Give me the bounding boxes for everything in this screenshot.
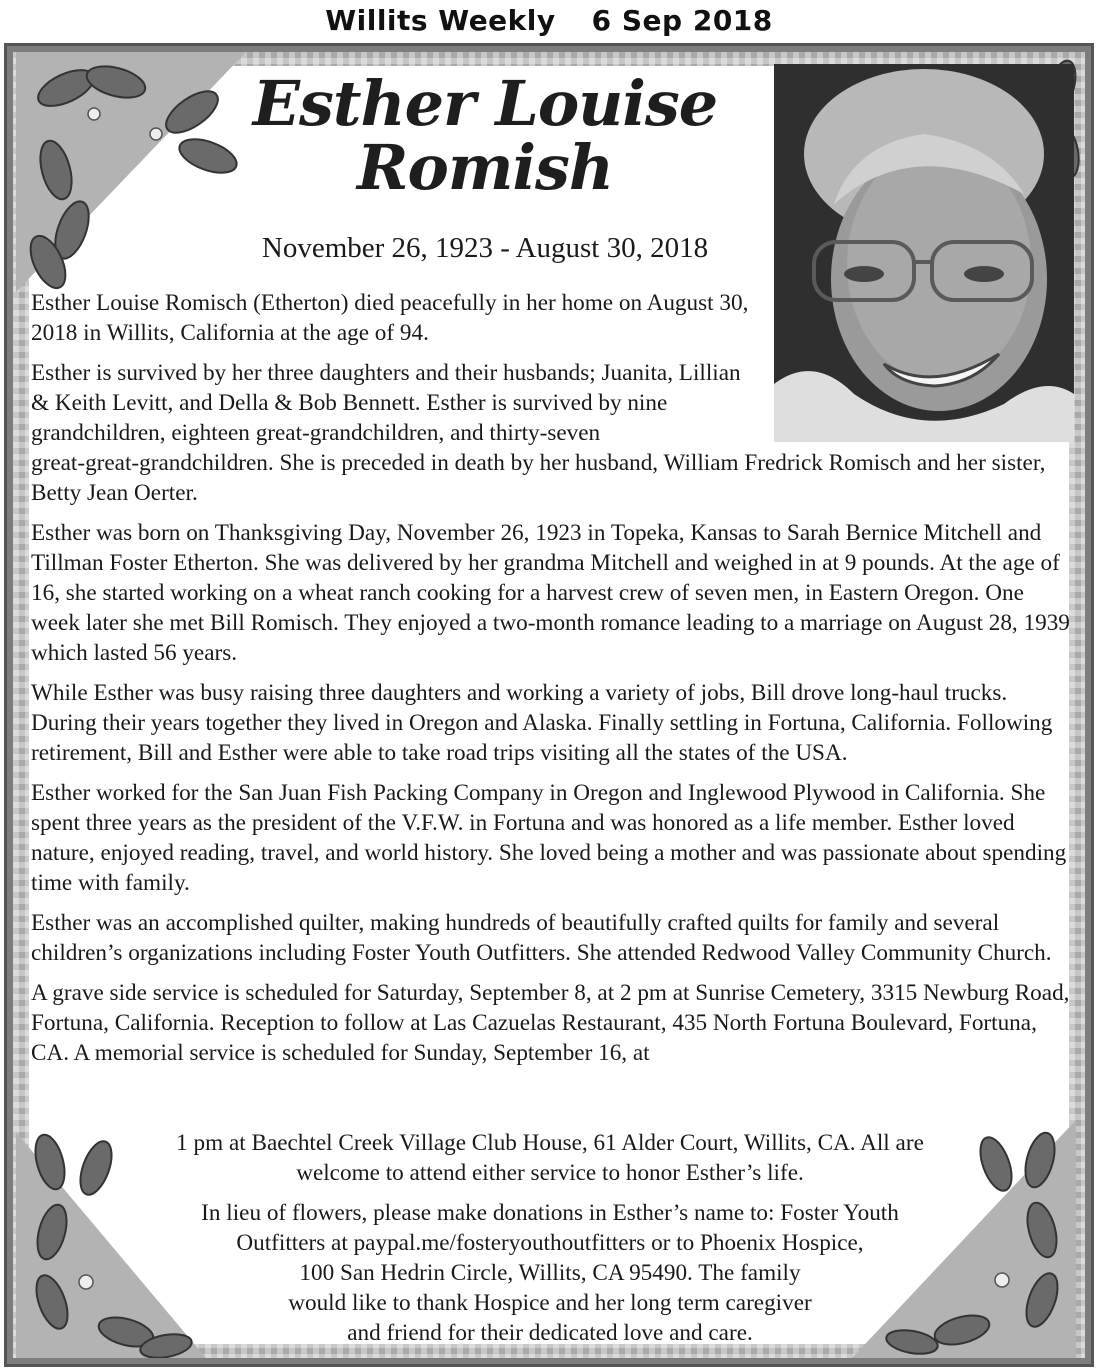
donation-line-4: would like to thank Hospice and her long term caregiver (288, 1290, 812, 1316)
paragraph-5: Esther worked for the San Juan Fish Packing Company in Oregon and Inglewood Plywood in California. She spent three years as the president of the V.F.W. in Fortuna and was honored as a life member. Esther loved nature, enjoyed reading, travel, and world history. She loved being a mother and was passionate about spending time with family. (31, 780, 1067, 896)
name-line-2: Romish (356, 131, 614, 204)
paragraph-2-top: Esther is survived by her three daughters and their husbands; Juanita, Lillian & Keith Levitt, and Della & Bob Bennett. Esther is survived by nine grandchildren, eighteen great-grandchildren, and thirty-seven (31, 360, 741, 446)
paragraph-3: Esther was born on Thanksgiving Day, November 26, 1923 in Topeka, Kansas to Sarah Bernice Mitchell and Tillman Foster Etherton. She was delivered by her grandma Mitchell and weighed in at 9 pounds. At the age of 16, she started working on a wheat ranch cooking for a harvest crew of seven men, in Eastern Oregon. One week later she met Bill Romisch. They enjoyed a two-month romance leading to a marriage on August 28, 1939 which lasted 56 years. (31, 520, 1070, 666)
donation-line-5: and friend for their dedicated love and care. (347, 1320, 753, 1346)
life-dates: November 26, 1923 - August 30, 2018 (261, 232, 709, 264)
paragraph-7-top: A grave side service is scheduled for Saturday, September 8, at 2 pm at Sunrise Cemetery, 3315 Newburg Road, Fortuna, California. Reception to follow at Las Cazuelas Restaurant, 435 North Fortuna Boulevard, Fortuna, CA. A memorial service is scheduled for Sunday, September 16, at (31, 980, 1070, 1066)
donation-line-2: Outfitters at paypal.me/fosteryouthoutfitters or to Phoenix Hospice, (236, 1230, 864, 1256)
deceased-name (230, 67, 740, 204)
service-centered-lines (120, 1128, 980, 1188)
paragraph-7-line-c: welcome to attend either service to honor Esther’s life. (296, 1160, 804, 1186)
issue-date: 6 Sep 2018 (591, 4, 773, 37)
paragraph-1: Esther Louise Romisch (Etherton) died peacefully in her home on August 30, 2018 in Willits, California at the age of 94. (31, 290, 749, 346)
paragraph-7-line-b: 1 pm at Baechtel Creek Village Club House, 61 Alder Court, Willits, CA. All are (176, 1130, 924, 1156)
obituary-body (31, 288, 1073, 1068)
name-line-1: Esther Louise (252, 67, 718, 140)
donation-note (120, 1198, 980, 1348)
paragraph-2-bottom: great-great-grandchildren. She is preceded in death by her husband, William Fredrick Romisch and her sister, Betty Jean Oerter. (31, 450, 1046, 506)
masthead (0, 0, 1098, 42)
paragraph-6: Esther was an accomplished quilter, making hundreds of beautifully crafted quilts for family and several children’s organizations including Foster Youth Outfitters. She attended Redwood Valley Community Church. (31, 910, 1052, 966)
donation-line-3: 100 San Hedrin Circle, Willits, CA 95490. The family (299, 1260, 801, 1286)
paper-name: Willits Weekly (325, 4, 556, 37)
donation-line-1: In lieu of flowers, please make donations in Esther’s name to: Foster Youth (201, 1200, 899, 1226)
paragraph-4: While Esther was busy raising three daughters and working a variety of jobs, Bill drove long-haul trucks. During their years together they lived in Oregon and Alaska. Finally settling in Fortuna, California. Following retirement, Bill and Esther were able to take road trips visiting all the states of the USA. (31, 680, 1053, 766)
